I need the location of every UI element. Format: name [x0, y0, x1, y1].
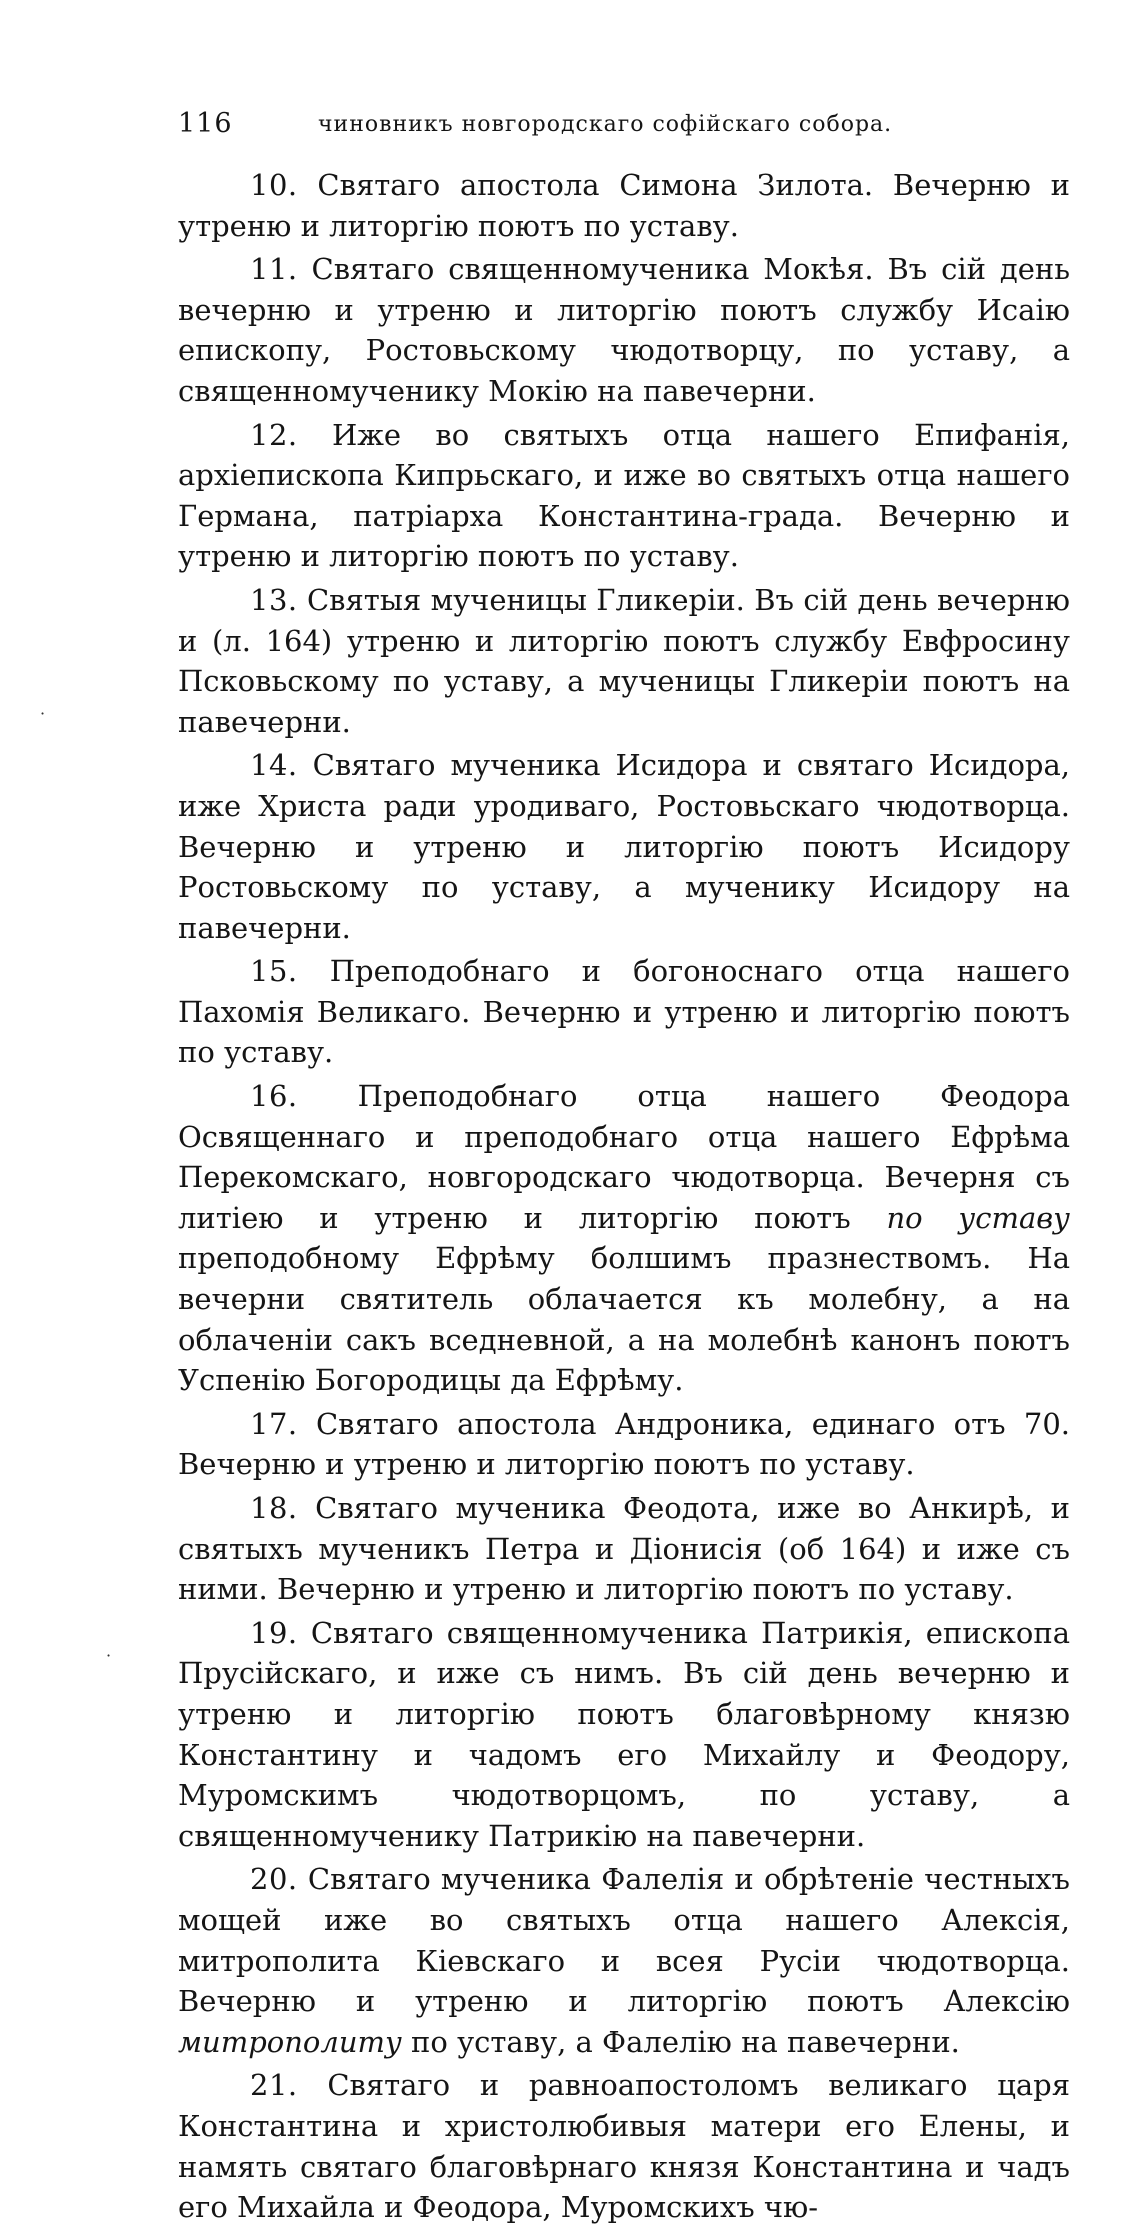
- entry-text: Святаго мученика Фалелія и обрѣтеніе честныхъ мощей иже во святыхъ отца нашего Алексія, митрополита Кіевскаго и всея Русіи чюдотворца. Вечерню и утреню и литоргію поютъ Алексію: [178, 1862, 1070, 2019]
- entry-16: [178, 1076, 1070, 1401]
- entry-text-continued: по уставу, а Фалелію на павечерни.: [401, 2024, 960, 2059]
- entry-number: 15.: [250, 954, 298, 989]
- entry-10: [178, 165, 1070, 246]
- body-text: [178, 165, 1070, 2228]
- entry-number: 21.: [250, 2068, 298, 2103]
- entry-20: [178, 1859, 1070, 2062]
- entry-text: Святыя мученицы Гликеріи. Въ сій день вечерню и (л. 164) утреню и литоргію поютъ службу Евфросину Псковьскому по уставу, а мученицы Гликеріи поютъ на павечерни.: [178, 582, 1071, 739]
- entry-text: Святаго священномученика Патрикія, епископа Прусійскаго, и иже съ нимъ. Въ сій день вечерню и утреню и литоргію поютъ благовѣрному князю Константину и чадомъ его Михайлу и Феодору, Муромскимъ чюдотворцомъ, по уставу, а священномученику Патрикію на павечерни.: [178, 1615, 1070, 1853]
- entry-text: Преподобнаго отца нашего Феодора Освященнаго и преподобнаго отца нашего Ефрѣма Перекомскаго, новгородскаго чюдотворца. Вечерня съ литіею и утреню и литоргію поютъ: [178, 1079, 1070, 1235]
- entry-number: 20.: [250, 1862, 298, 1897]
- entry-number: 18.: [250, 1491, 298, 1525]
- entry-text: Святаго и равноапостоломъ великаго царя Константина и христолюбивыя матери его Елены, и намять святаго благовѣрнаго князя Константина и чадъ его Михайла и Феодора, Муромскихъ чю-: [178, 2068, 1070, 2225]
- entry-number: 13.: [250, 582, 298, 617]
- entry-12: [178, 415, 1070, 577]
- entry-number: 11.: [250, 252, 298, 287]
- entry-number: 14.: [250, 748, 298, 783]
- entry-italic-text: по уставу: [886, 1200, 1070, 1235]
- entry-text: Иже во святыхъ отца нашего Епифанія, архіепископа Кипрьскаго, и иже во святыхъ отца нашего Германа, патріарха Константина-града. Вечерню и утреню и литоргію поютъ по уставу.: [178, 417, 1071, 574]
- entry-text: Святаго апостола Симона Зилота. Вечерню и утреню и литоргію поютъ по уставу.: [178, 168, 1070, 243]
- entry-19: [178, 1613, 1070, 1857]
- entry-15: [178, 951, 1070, 1073]
- entry-number: 10.: [250, 168, 298, 202]
- entry-italic-text: митрополиту: [178, 2024, 402, 2059]
- entry-13: [178, 580, 1070, 742]
- entry-number: 17.: [250, 1406, 298, 1441]
- entry-14: [178, 745, 1070, 948]
- margin-mark: ·: [106, 1646, 112, 1665]
- entry-text: Святаго мученика Исидора и святаго Исидора, иже Христа ради уродиваго, Ростовьскаго чюдотворца. Вечерню и утреню и литоргію поютъ Исидору Ростовьскому по уставу, а мученику Исидору на павечерни.: [178, 748, 1070, 945]
- entry-18: [178, 1488, 1070, 1610]
- entry-17: [178, 1404, 1070, 1485]
- entry-text: Святаго мученика Феодота, иже во Анкирѣ, и святыхъ мученикъ Петра и Діонисія (об 164) и иже съ ними. Вечерню и утреню и литоргію поютъ по уставу.: [178, 1491, 1070, 1607]
- entry-number: 19.: [250, 1615, 298, 1650]
- page-number: 116: [178, 108, 233, 139]
- entry-number: 16.: [250, 1079, 298, 1114]
- entry-21: [178, 2065, 1070, 2227]
- running-title: чиновникъ новгородскаго софійскаго собора.: [318, 112, 893, 137]
- entry-text: Преподобнаго и богоноснаго отца нашего Пахомія Великаго. Вечерню и утреню и литоргію поютъ по уставу.: [178, 954, 1071, 1070]
- entry-text-continued: преподобному Ефрѣму болшимъ празнествомъ. На вечерни святитель облачается къ молебну, а на облаченіи сакъ вседневной, а на молебнѣ канонъ поютъ Успенію Богородицы да Ефрѣму.: [178, 1241, 1070, 1398]
- entry-11: [178, 249, 1070, 411]
- entry-text: Святаго священномученика Мокѣя. Въ сій день вечерню и утреню и литоргію поютъ службу Исаію епископу, Ростовьскому чюдотворцу, по уставу, а священномученику Мокію на павечерни.: [178, 252, 1070, 408]
- margin-mark: ·: [40, 704, 46, 723]
- page-header: [178, 108, 1070, 144]
- entry-number: 12.: [250, 417, 298, 452]
- entry-text: Святаго апостола Андроника, единаго отъ 70. Вечерню и утреню и литоргію поютъ по уставу.: [178, 1406, 1071, 1482]
